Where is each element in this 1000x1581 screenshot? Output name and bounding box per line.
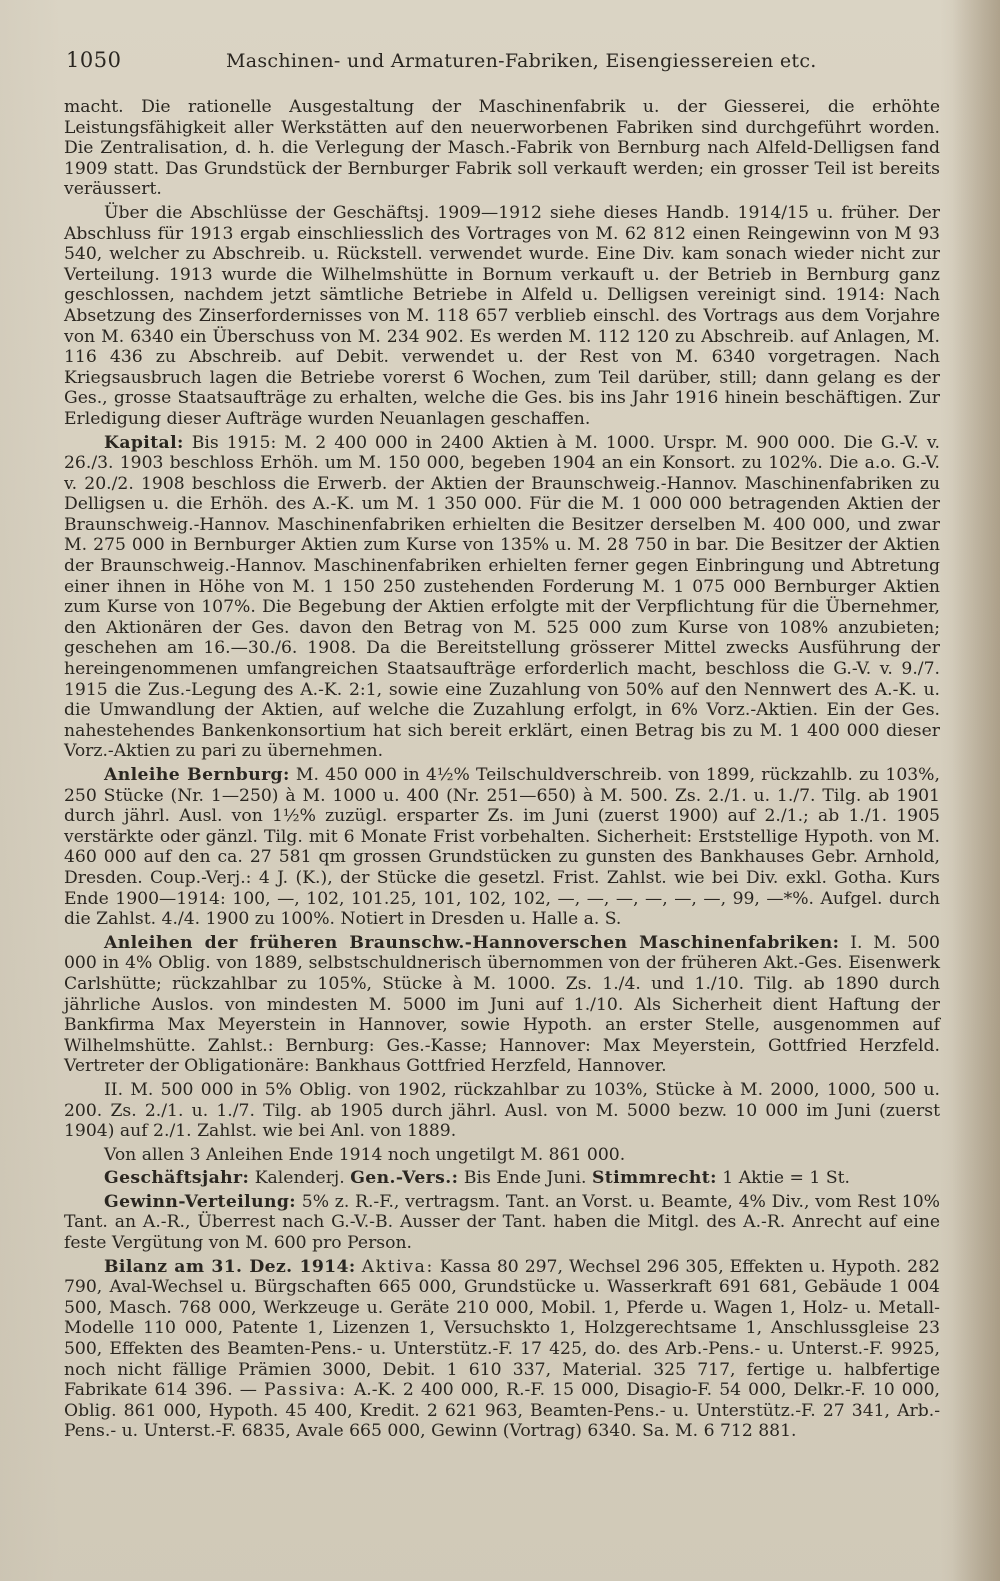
- page-number: 1050: [66, 48, 122, 72]
- balance-sheet-heading: Bilanz am 31. Dez. 1914:: [104, 1256, 356, 1277]
- profit-distribution-text: 5% z. R.-F., vertragsm. Tant. an Vorst. u. Beamte, 4% Div., vom Rest 10% Tant. an A.-R., Überrest nach G.-V.-B. Ausser der Tant. haben die Mitgl. des A.-R. Anrecht auf eine feste Vergütung von M. 600 pro Person.: [64, 1191, 940, 1254]
- capital-text: Bis 1915: M. 2 400 000 in 2400 Aktien à M. 1000. Urspr. M. 900 000. Die G.-V. v. 26./3. 1903 beschloss Erhöh. um M. 150 000, begeben 1904 an ein Konsort. zu 102%. Die a.o. G.-V. v. 20./2. 1908 beschloss die Erwerb. der Aktien der Braunschweig.-Hannov. Maschinenfabriken zu Delligsen u. die Erhöh. des A.-K. um M. 1 350 000. Für die M. 1 000 000 betragenden Aktien der Braunschweig.-Hannov. Maschinenfabriken erhielten die Besitzer derselben M. 400 000, und zwar M. 275 000 in Bernburger Aktien zum Kurse von 135% u. M. 28 750 in bar. Die Besitzer der Aktien der Braunschweig.-Hannov. Maschinenfabriken erhielten ferner gegen Einbringung und Abtretung einer ihnen in Höhe von M. 1 150 250 zustehenden Forderung M. 1 075 000 Bernburger Aktien zum Kurse von 107%. Die Begebung der Aktien erfolgte mit der Verpflichtung für die Übernehmer, den Aktionären der Ges. davon den Betrag von M. 525 000 zum Kurse von 108% anzubieten; geschehen am 16.—30./6. 1908. Da die Bereitstellung grösserer Mittel zwecks Ausführung der hereingenommenen umfangreichen Staatsaufträge erforderlich macht, beschloss die G.-V. v. 9./7. 1915 die Zus.-Legung des A.-K. 2:1, sowie eine Zuzahlung von 50% auf den Nennwert des A.-K. u. die Umwandlung der Aktien, auf welche die Zuzahlung erfolgt, in 6% Vorz.-Aktien. Ein der Ges. nahestehendes Bankenkonsortium hat sich bereit erklärt, einen Betrag bis zu M. 1 400 000 dieser Vorz.-Aktien zu pari zu übernehmen.: [64, 432, 940, 762]
- bonds-former-heading: Anleihen der früheren Braunschw.-Hannoverschen Maschinenfabriken:: [104, 932, 840, 953]
- paragraph-history: macht. Die rationelle Ausgestaltung der Maschinenfabrik u. der Giesserei, die erhöhte Leistungsfähigkeit aller Werkstätten auf den neuerworbenen Fabriken sind durchgeführt worden. Die Zentralisation, d. h. die Verlegung der Masch.-Fabrik von Bernburg nach Alfeld-Delligsen fand 1909 statt. Das Grundstück der Bernburger Fabrik soll verkauft werden; ein grosser Teil ist bereits veräussert.: [64, 97, 940, 200]
- voting-right-heading: Stimmrecht:: [591, 1168, 717, 1189]
- paragraph-capital: [64, 433, 940, 763]
- liabilities-text: A.-K. 2 400 000, R.-F. 15 000, Disagio-F. 54 000, Delkr.-F. 10 000, Oblig. 861 000, Hypoth. 45 400, Kredit. 2 621 963, Beamten-Pens.- u. Unterstütz.-F. 27 341, Arb.-Pens.- u. Unterst.-F. 6835, Avale 665 000, Gewinn (Vortrag) 6340. Sa. M. 6 712 881.: [64, 1380, 940, 1442]
- paragraph-profit-distribution: [64, 1192, 940, 1254]
- fiscal-year-text: Kalenderj.: [254, 1168, 345, 1189]
- bond-bernburg-text: M. 450 000 in 4½% Teilschuldverschreib. von 1899, rückzahlb. zu 103%, 250 Stücke (Nr. 1—250) à M. 1000 u. 400 (Nr. 251—650) à M. 500. Zs. 2./1. u. 1./7. Tilg. ab 1901 durch jährl. Ausl. von 1½% zuzügl. ersparter Zs. im Juni (zuerst 1900) auf 2./1.; ab 1./1. 1905 verstärkte oder gänzl. Tilg. mit 6 Monate Frist vorbehalten. Sicherheit: Erststellige Hypoth. von M. 460 000 auf den ca. 27 581 qm grossen Grundstücken zu gunsten des Bankhauses Gebr. Arnhold, Dresden. Coup.-Verj.: 4 J. (K.), der Stücke die gesetzl. Frist. Zahlst. wie bei Div. exkl. Gotha. Kurs Ende 1900—1914: 100, —, 102, 101.25, 101, 102, 102, —, —, —, —, —, —, 99, —*%. Aufgel. durch die Zahlst. 4./4. 1900 zu 100%. Notiert in Dresden u. Halle a. S.: [64, 765, 940, 930]
- liabilities-label: Passiva:: [264, 1380, 347, 1401]
- article-body: [64, 97, 940, 1442]
- profit-distribution-heading: Gewinn-Verteilung:: [104, 1191, 297, 1212]
- bonds-former-text: I. M. 500 000 in 4% Oblig. von 1889, selbstschuldnerisch übernommen von der früheren Akt.-Ges. Eisenwerk Carlshütte; rückzahlbar zu 105%, Stücke à M. 1000. Zs. 1./4. und 1./10. Tilg. ab 1890 durch jährliche Auslos. von mindesten M. 5000 im Juni auf 1./10. Als Sicherheit dient Haftung der Bankfirma Max Meyerstein in Hannover, sowie Hypoth. an erster Stelle, ausgenommen auf Wilhelmshütte. Zahlst.: Bernburg: Ges.-Kasse; Hannover: Max Meyerstein, Gottfried Herzfeld. Vertreter der Obligationäre: Bankhaus Gottfried Herzfeld, Hannover.: [64, 932, 940, 1077]
- paragraph-bonds-outstanding: Von allen 3 Anleihen Ende 1914 noch ungetilgt M. 861 000.: [104, 1144, 626, 1165]
- running-title: Maschinen- und Armaturen-Fabriken, Eisengiessereien etc.: [226, 50, 817, 72]
- bond-bernburg-heading: Anleihe Bernburg:: [104, 765, 290, 785]
- fiscal-year-heading: Geschäftsjahr:: [104, 1168, 250, 1189]
- voting-right-text: 1 Aktie = 1 St.: [722, 1168, 850, 1189]
- general-meeting-text: Bis Ende Juni.: [463, 1168, 587, 1189]
- paragraph-fiscal-year: [64, 1168, 940, 1189]
- general-meeting-heading: Gen.-Vers.:: [350, 1168, 459, 1189]
- paragraph-financial-results: Über die Abschlüsse der Geschäftsj. 1909—1912 siehe dieses Handb. 1914/15 u. früher. Der Abschluss für 1913 ergab einschliesslich des Vortrages von M. 62 812 einen Reingewinn von M 93 540, welcher zu Abschreib. u. Rückstell. verwendet wurde. Eine Div. kam sonach wieder nicht zur Verteilung. 1913 wurde die Wilhelmshütte in Bornum verkauft u. der Betrieb in Bernburg ganz geschlossen, nachdem jetzt sämtliche Betriebe in Alfeld u. Delligsen vereinigt sind. 1914: Nach Absetzung des Zinserfordernisses von M. 118 657 verblieb einschl. des Vortrags aus dem Vorjahre von M. 6340 ein Überschuss von M. 234 902. Es werden M. 112 120 zu Abschreib. auf Anlagen, M. 116 436 zu Abschreib. auf Debit. verwendet u. der Rest von M. 6340 vorgetragen. Nach Kriegsausbruch lagen die Betriebe vorerst 6 Wochen, zum Teil darüber, still; dann gelang es der Ges., grosse Staatsaufträge zu erhalten, welche die Ges. bis ins Jahr 1916 hinein beschäftigen. Zur Erledigung dieser Aufträge wurden Neuanlagen geschaffen.: [64, 202, 940, 429]
- page-edge-shadow: [952, 0, 1000, 1581]
- paragraph-bond-ii: II. M. 500 000 in 5% Oblig. von 1902, rückzahlbar zu 103%, Stücke à M. 2000, 1000, 500 u. 200. Zs. 2./1. u. 1./7. Tilg. ab 1905 durch jährl. Ausl. von M. 5000 bezw. 10 000 im Juni (zuerst 1904) auf 2./1. Zahlst. wie bei Anl. von 1889.: [64, 1079, 940, 1142]
- page-header: [66, 48, 940, 78]
- assets-label: Aktiva:: [361, 1256, 434, 1277]
- paragraph-balance-sheet: [64, 1257, 940, 1442]
- paragraph-bond-bernburg: [64, 765, 940, 930]
- assets-text: Kassa 80 297, Wechsel 296 305, Effekten u. Hypoth. 282 790, Aval-Wechsel u. Bürgschaften 665 000, Grundstücke u. Wasserkraft 691 681, Gebäude 1 004 500, Masch. 768 000, Werkzeuge u. Geräte 210 000, Mobil. 1, Pferde u. Wagen 1, Holz- u. Metall-Modelle 110 000, Patente 1, Lizenzen 1, Versuchskto 1, Holzgerechtsame 1, Anschlussgleise 23 500, Effekten des Beamten-Pens.- u. Unterstütz.-F. 17 425, do. des Arb.-Pens.- u. Unterst.-F. 9925, noch nicht fällige Prämien 3000, Debit. 1 610 337, Material. 325 717, fertige u. halbfertige Fabrikate 614 396. —: [64, 1256, 940, 1401]
- capital-heading: Kapital:: [104, 432, 184, 453]
- paragraph-bonds-former: [64, 933, 940, 1077]
